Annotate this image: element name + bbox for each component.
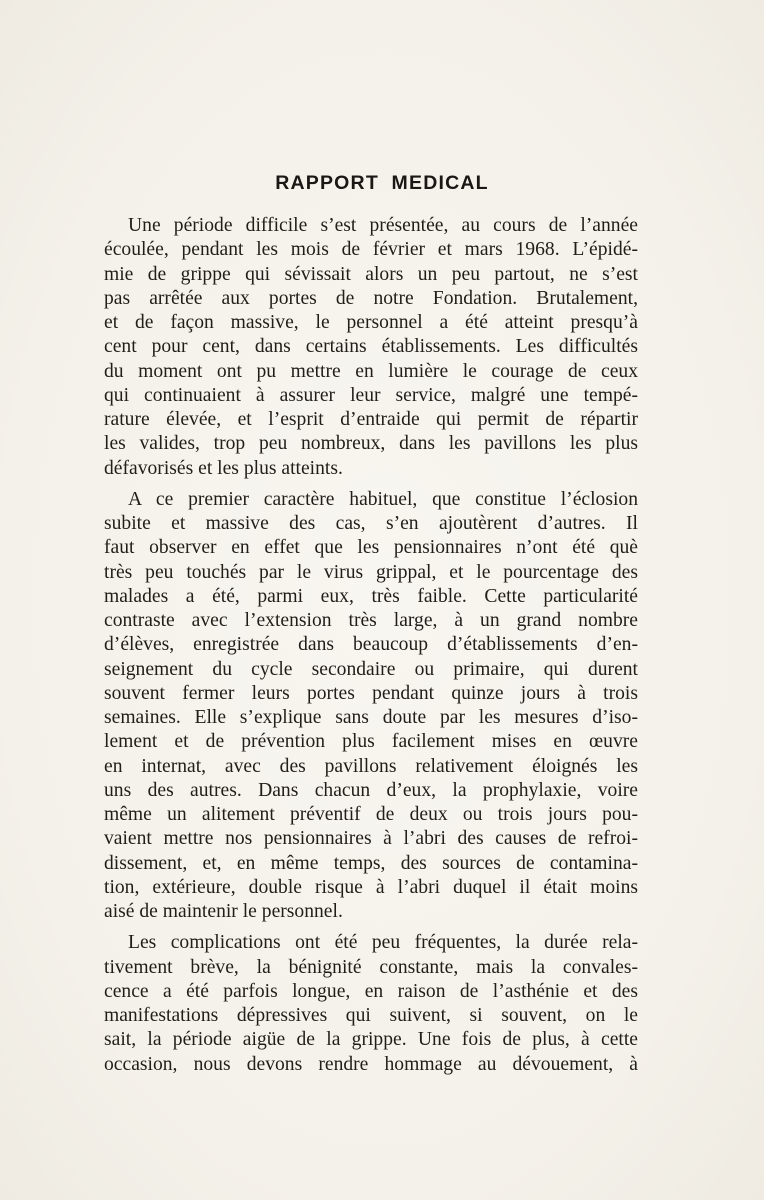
- text-line: subite et massive des cas, s’en ajoutèrent d’autres. Il: [104, 513, 638, 534]
- paragraph-2: [104, 488, 638, 925]
- text-line: les valides, trop peu nombreux, dans les pavillons les plus: [104, 433, 638, 455]
- text-line: lement et de prévention plus facilement mises en œuvre: [104, 731, 638, 753]
- text-line: malades a été, parmi eux, très faible. Cette particularité: [104, 585, 638, 607]
- text-line: rature élevée, et l’esprit d’entraide qui permit de répartir: [104, 409, 638, 430]
- document-body: [104, 214, 638, 1077]
- page-title: RAPPORT MEDICAL: [275, 172, 489, 194]
- text-line: A ce premier caractère habituel, que constitue l’éclosion: [128, 488, 638, 510]
- text-line: uns des autres. Dans chacun d’eux, la prophylaxie, voire: [104, 779, 638, 801]
- text-line: seignement du cycle secondaire ou primaire, qui durent: [104, 658, 638, 680]
- text-line: souvent fermer leurs portes pendant quinze jours à trois: [104, 682, 638, 704]
- text-line: cent pour cent, dans certains établissements. Les difficultés: [104, 336, 638, 358]
- text-line: même un alitement préventif de deux ou trois jours pou-: [104, 804, 638, 825]
- text-line: sait, la période aigüe de la grippe. Une fois de plus, à cette: [104, 1029, 638, 1051]
- text-line: tivement brève, la bénignité constante, mais la convales-: [104, 956, 638, 978]
- text-line: tion, extérieure, double risque à l’abri duquel il était moins: [104, 876, 638, 898]
- text-line: d’élèves, enregistrée dans beaucoup d’établissements d’en-: [104, 634, 638, 656]
- text-line: faut observer en effet que les pensionnaires n’ont été què: [104, 537, 638, 559]
- text-line: pas arrêtée aux portes de notre Fondation. Brutalement,: [104, 287, 638, 309]
- text-line: mie de grippe qui sévissait alors un peu partout, ne s’est: [104, 263, 638, 285]
- text-line: défavorisés et les plus atteints.: [104, 457, 343, 479]
- text-line: du moment ont pu mettre en lumière le courage de ceux: [104, 360, 638, 382]
- text-line: en internat, avec des pavillons relativement éloignés les: [104, 755, 638, 777]
- text-line: manifestations dépressives qui suivent, si souvent, on le: [104, 1005, 638, 1026]
- text-line: contraste avec l’extension très large, à un grand nombre: [104, 610, 638, 631]
- text-line: Une période difficile s’est présentée, au cours de l’année: [128, 215, 638, 236]
- paragraph-gap: [104, 481, 638, 488]
- text-line: aisé de maintenir le personnel.: [104, 901, 343, 922]
- paragraph-3: [104, 931, 638, 1077]
- paragraph-1: [104, 214, 638, 481]
- text-line: et de façon massive, le personnel a été atteint presqu’à: [104, 312, 638, 333]
- text-line: écoulée, pendant les mois de février et mars 1968. L’épidé-: [104, 239, 638, 261]
- text-line: vaient mettre nos pensionnaires à l’abri des causes de refroi-: [104, 828, 638, 850]
- text-line: dissement, et, en même temps, des sources de contamina-: [104, 852, 638, 874]
- text-line: qui continuaient à assurer leur service, malgré une tempé-: [104, 384, 638, 406]
- text-line: semaines. Elle s’explique sans doute par les mesures d’iso-: [104, 707, 638, 728]
- paragraph-gap: [104, 924, 638, 931]
- text-line: très peu touchés par le virus grippal, et le pourcentage des: [104, 561, 638, 583]
- text-line: Les complications ont été peu fréquentes, la durée rela-: [128, 932, 638, 954]
- text-line: occasion, nous devons rendre hommage au dévouement, à: [104, 1053, 638, 1075]
- text-line: cence a été parfois longue, en raison de l’asthénie et des: [104, 980, 638, 1002]
